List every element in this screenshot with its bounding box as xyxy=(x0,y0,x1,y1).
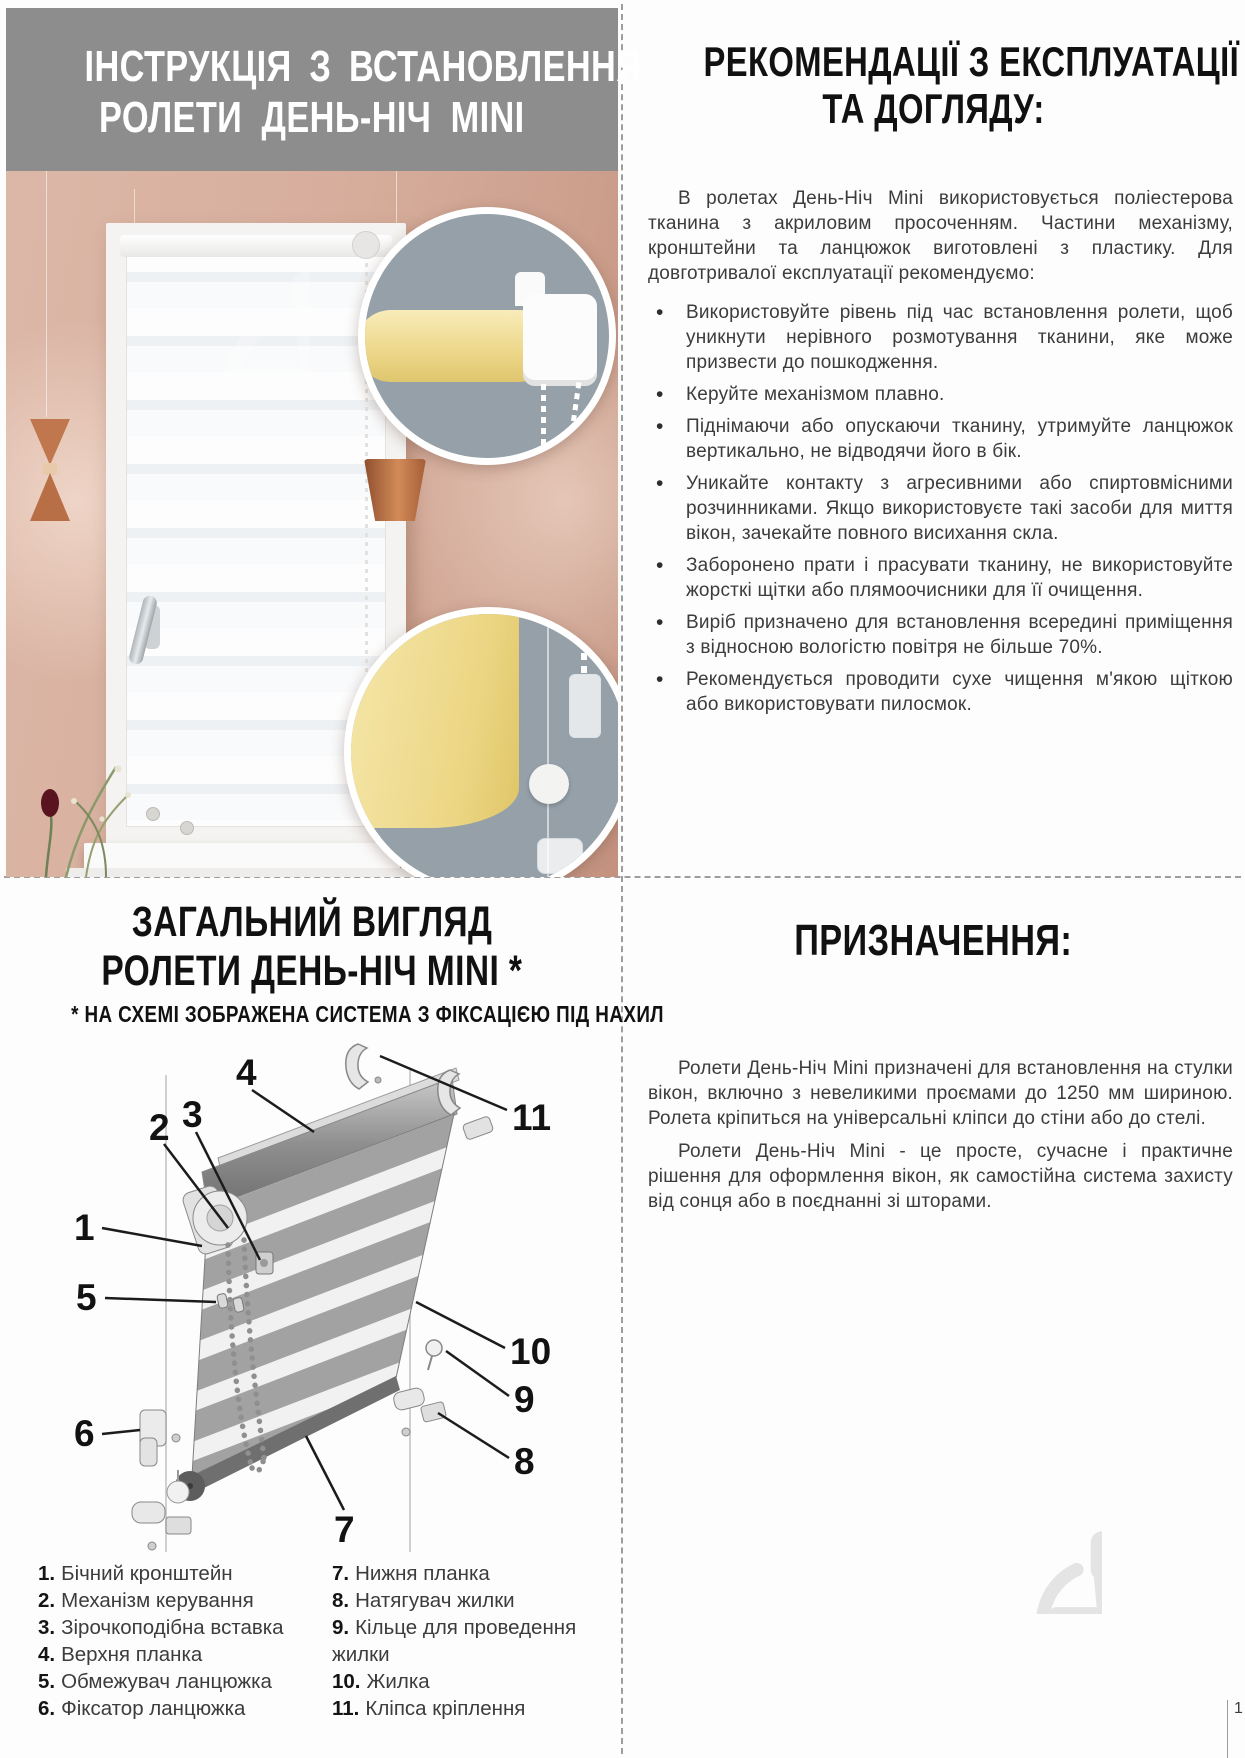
page-number-rule xyxy=(1227,1700,1228,1758)
flower-branches xyxy=(6,727,206,877)
diagram-callout-label: 1 xyxy=(74,1207,95,1248)
diagram-legend-left xyxy=(38,1560,330,1722)
purpose-section-title xyxy=(628,916,1239,966)
care-section-title xyxy=(628,38,1239,132)
diagram-callout-label: 9 xyxy=(514,1379,535,1420)
brand-watermark-icon xyxy=(938,1428,1102,1614)
vertical-dashed-divider xyxy=(621,4,623,1754)
legend-item: 6. Фіксатор ланцюжка xyxy=(38,1697,246,1720)
legend-item: 9. Кільце для проведення жилки xyxy=(332,1616,577,1666)
legend-item: 4. Верхня планка xyxy=(38,1643,203,1666)
cord-disc xyxy=(529,764,569,804)
diagram-callout-label: 11 xyxy=(512,1097,552,1138)
lamp-wire xyxy=(46,171,47,417)
brand-watermark-icon xyxy=(96,142,310,374)
bead-chain xyxy=(541,384,546,464)
care-bullet: • Керуйте механізмом плавно. xyxy=(648,382,1233,407)
care-bullet: • Використовуйте рівень під час встановлення ролети, щоб уникнути нерівного розмотування тканини, яке може призвести до пошкодження. xyxy=(648,300,1233,375)
care-title-line1: РЕКОМЕНДАЦІЇ З ЕКСПЛУАТАЦІЇ xyxy=(703,38,1240,85)
diagram-callout-label: 8 xyxy=(514,1441,535,1482)
diagram-callout-label: 6 xyxy=(74,1413,95,1454)
mechanism-closeup-inset xyxy=(358,207,616,465)
purpose-title-text: ПРИЗНАЧЕННЯ: xyxy=(794,916,1073,965)
bead-chain xyxy=(581,614,587,678)
chain-fixator xyxy=(537,838,583,874)
legend-item: 3. Зірочкоподібна вставка xyxy=(38,1616,284,1639)
legend-item: 5. Обмежувач ланцюжка xyxy=(38,1670,272,1693)
diagram-callout-label: 4 xyxy=(236,1052,257,1093)
diagram-callout-label: 5 xyxy=(76,1277,97,1318)
blind-exploded-diagram xyxy=(6,1040,617,1555)
tensioner-closeup-inset xyxy=(344,607,618,877)
control-mechanism xyxy=(523,294,597,386)
care-bullet: • Заборонено прати і прасувати тканину, не використовуйте жорсткі щітки або плямоочисники для її очищення. xyxy=(648,553,1233,603)
care-bullet: • Піднімаючи або опускаючи тканину, утримуйте ланцюжок вертикально, не відводячи його в бік. xyxy=(648,414,1233,464)
overview-title-line2: РОЛЕТИ ДЕНЬ-НІЧ MINI * xyxy=(101,947,523,995)
care-bullet: • Уникайте контакту з агресивними або спиртовмісними розчинниками. Якщо використовуєте такі засоби для миття вікон, зачекайте повного висихання скла. xyxy=(648,471,1233,546)
legend-item: 1. Бічний кронштейн xyxy=(38,1562,233,1585)
diagram-callout-label: 2 xyxy=(149,1107,170,1148)
overview-note: * НА СХЕМІ ЗОБРАЖЕНА СИСТЕМА З ФІКСАЦІЄЮ ПІД НАХИЛ xyxy=(71,1001,664,1027)
bead-chain xyxy=(566,382,582,460)
diagram-callout-label: 10 xyxy=(510,1331,552,1372)
page-number: 1 xyxy=(1234,1700,1243,1717)
diagram-callout-label: 3 xyxy=(182,1094,203,1135)
pendant-lamp-icon xyxy=(30,419,70,523)
overview-section-title xyxy=(6,898,664,1027)
purpose-paragraphs xyxy=(648,1056,1233,1222)
diagram-callout-label: 7 xyxy=(334,1509,355,1550)
legend-item: 7. Нижня планка xyxy=(332,1562,490,1585)
overview-title-line1: ЗАГАЛЬНИЙ ВИГЛЯД xyxy=(131,898,493,946)
care-bullet: • Виріб призначено для встановлення всередині приміщення з відносною вологістю повітря не більше 70%. xyxy=(648,610,1233,660)
legend-item: 2. Механізм керування xyxy=(38,1589,254,1612)
purpose-paragraph-2: Ролети День-Ніч Mini - це просте, сучасне і практичне рішення для оформлення вікон, як самостійна система захисту від сонця або в поєднанні зі шторами. xyxy=(648,1141,1233,1212)
legend-item: 11. Кліпса кріплення xyxy=(332,1697,526,1720)
care-bullet-list xyxy=(648,300,1233,724)
diagram-legend-right xyxy=(332,1560,614,1722)
install-title-line1: ІНСТРУКЦІЯ З ВСТАНОВЛЕННЯ xyxy=(84,42,642,91)
care-title-line2: ТА ДОГЛЯДУ: xyxy=(822,85,1045,132)
legend-item: 10. Жилка xyxy=(332,1670,430,1693)
blind-bracket xyxy=(352,231,380,259)
chain-tensioner xyxy=(569,674,601,738)
yellow-blind-fabric xyxy=(344,607,519,828)
legend-item: 8. Натягувач жилки xyxy=(332,1589,515,1612)
install-title-line2: РОЛЕТИ ДЕНЬ-НІЧ MINI xyxy=(99,93,525,142)
care-bullet: • Рекомендується проводити сухе чищення м'якою щіткою або використовувати пилосмок. xyxy=(648,667,1233,717)
care-intro-paragraph: В ролетах День-Ніч Mini використовується поліестерова тканина з акриловим просоченням. Частини механізму, кронштейни та ланцюжок виготовлені з пластику. Для довготривалої експлуатації рекомендуємо: xyxy=(648,188,1233,284)
purpose-paragraph-1: Ролети День-Ніч Mini призначені для встановлення на стулки вікон, включно з невеликими проємами до 1250 мм шириною. Ролета кріпиться на універсальні кліпси до стіни або до стелі. xyxy=(648,1058,1233,1129)
